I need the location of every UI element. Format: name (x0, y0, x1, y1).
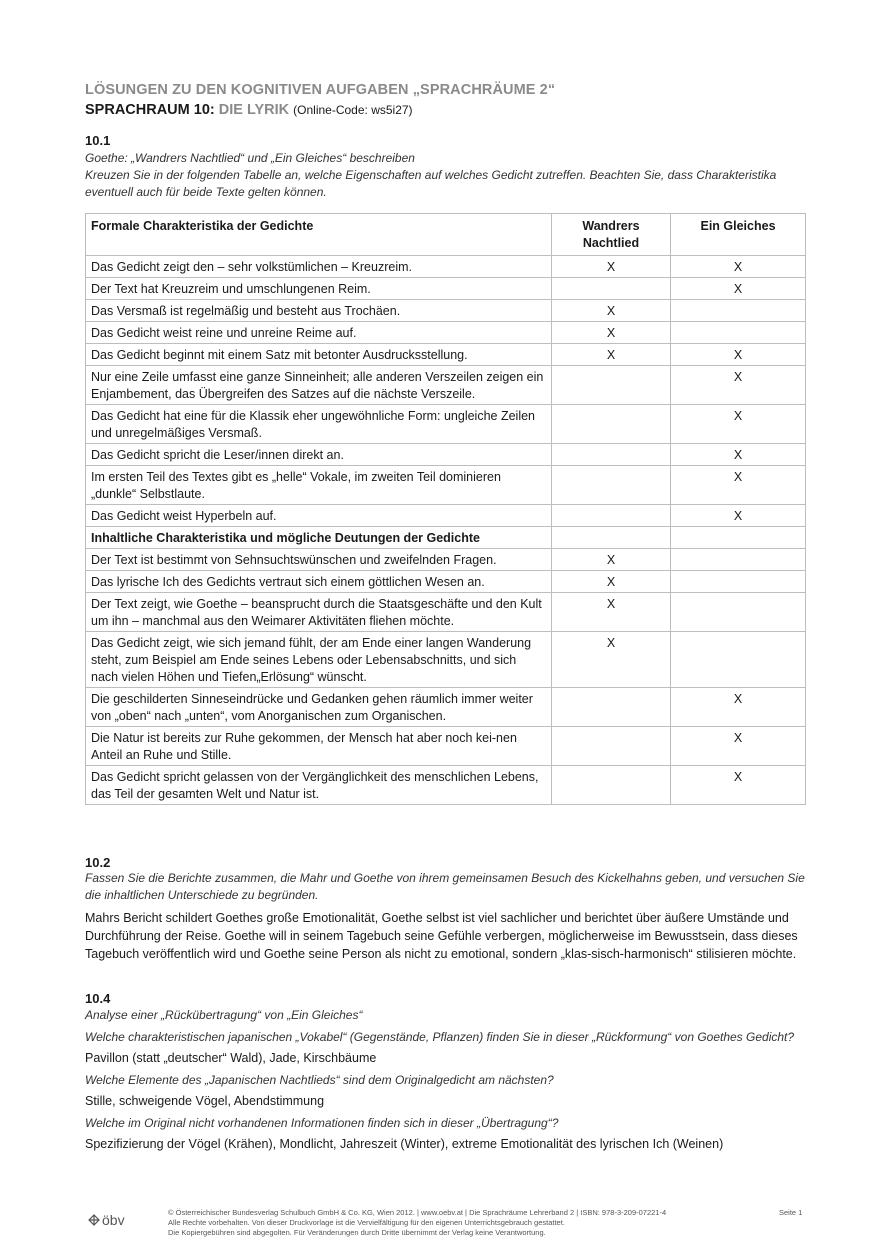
table-row (86, 322, 806, 344)
table-row (86, 444, 806, 466)
wandrers-nachtlied-mark (552, 727, 671, 766)
section-10-2 (85, 855, 807, 963)
content-characteristics-heading: Inhaltliche Charakteristika und mögliche Deutungen der Gedichte (86, 527, 552, 549)
logo-mark-icon (88, 1214, 100, 1226)
wandrers-nachtlied-mark: X (552, 322, 671, 344)
rights-line: Alle Rechte vorbehalten. Von dieser Druckvorlage ist die Vervielfältigung für den eigenen Unterrichtsgebrauch gestattet. (168, 1218, 565, 1227)
table-row (86, 505, 806, 527)
fees-line: Die Kopiergebühren sind abgegolten. Für Veränderungen durch Dritte übernimmt der Verlag keine Verantwortung. (168, 1228, 546, 1237)
table-row (86, 366, 806, 405)
table-header-row (86, 214, 806, 256)
ein-gleiches-mark: X (671, 256, 806, 278)
ein-gleiches-mark (671, 632, 806, 688)
ein-gleiches-mark: X (671, 727, 806, 766)
wandrers-nachtlied-mark (552, 466, 671, 505)
wandrers-nachtlied-mark (552, 405, 671, 444)
empty-cell (671, 527, 806, 549)
answer-3: Spezifizierung der Vögel (Krähen), Mondlicht, Jahreszeit (Winter), extreme Emotionalität des lyrischen Ich (Weinen) (85, 1137, 724, 1151)
table-row (86, 632, 806, 688)
wandrers-nachtlied-mark (552, 444, 671, 466)
wandrers-nachtlied-mark: X (552, 300, 671, 322)
table-row (86, 278, 806, 300)
question-3: Welche im Original nicht vorhandenen Informationen finden sich in dieser „Übertragung“? (85, 1116, 559, 1130)
header-characteristics: Formale Charakteristika der Gedichte (86, 214, 552, 256)
table-body (86, 256, 806, 805)
empty-cell (552, 527, 671, 549)
table-row (86, 256, 806, 278)
section-instruction: Fassen Sie die Berichte zusammen, die Mahr und Goethe von ihrem gemeinsamen Besuch des Kickelhahns geben, und versuchen Sie die inhaltlichen Unterschiede zu begründen. (85, 871, 805, 902)
characteristic-cell: Nur eine Zeile umfasst eine ganze Sinneinheit; alle anderen Verszeilen zeigen ein Enjambement, das Übergreifen des Satzes auf die nächste Verszeile. (86, 366, 552, 405)
copyright-notice (168, 1208, 666, 1238)
wandrers-nachtlied-mark: X (552, 571, 671, 593)
online-code: (Online-Code: ws5i27) (293, 103, 413, 117)
table-row (86, 593, 806, 632)
wandrers-nachtlied-mark (552, 366, 671, 405)
table-row (86, 549, 806, 571)
characteristic-cell: Das Gedicht spricht gelassen von der Vergänglichkeit des menschlichen Lebens, das Teil der gesamten Welt und Natur ist. (86, 766, 552, 805)
section-title: Analyse einer „Rückübertragung“ von „Ein Gleiches“ (85, 1008, 363, 1022)
characteristic-cell: Das Gedicht hat eine für die Klassik eher ungewöhnliche Form: ungleiche Zeilen und unregelmäßiges Versmaß. (86, 405, 552, 444)
table-row (86, 766, 806, 805)
ein-gleiches-mark (671, 300, 806, 322)
header-topic: DIE LYRIK (218, 102, 290, 118)
characteristic-cell: Im ersten Teil des Textes gibt es „helle“ Vokale, im zweiten Teil dominieren „dunkle“ Selbstlaute. (86, 466, 552, 505)
wandrers-nachtlied-mark: X (552, 549, 671, 571)
ein-gleiches-mark: X (671, 405, 806, 444)
page-number: Seite 1 (779, 1208, 803, 1217)
question-2: Welche Elemente des „Japanischen Nachtlieds“ sind dem Originalgedicht am nächsten? (85, 1073, 554, 1087)
characteristic-cell: Die geschilderten Sinneseindrücke und Gedanken gehen räumlich immer weiter von „oben“ nach „unten“, vom Anorganischen zum Organischen. (86, 688, 552, 727)
answer-1: Pavillon (statt „deutscher“ Wald), Jade, Kirschbäume (85, 1051, 377, 1065)
characteristics-table (85, 213, 806, 805)
ein-gleiches-mark: X (671, 344, 806, 366)
table-row (86, 344, 806, 366)
ein-gleiches-mark (671, 571, 806, 593)
table-row (86, 300, 806, 322)
section-10-1 (85, 133, 807, 201)
characteristic-cell: Das Versmaß ist regelmäßig und besteht aus Trochäen. (86, 300, 552, 322)
ein-gleiches-mark: X (671, 505, 806, 527)
header-title: LÖSUNGEN ZU DEN KOGNITIVEN AUFGABEN „SPRACHRÄUME 2“ (85, 82, 556, 98)
characteristic-cell: Der Text ist bestimmt von Sehnsuchtswünschen und zweifelnden Fragen. (86, 549, 552, 571)
section-10-4 (85, 991, 807, 1153)
wandrers-nachtlied-mark (552, 278, 671, 300)
wandrers-nachtlied-mark (552, 505, 671, 527)
characteristic-cell: Das Gedicht zeigt, wie sich jemand fühlt, der am Ende einer langen Wanderung steht, zum Beispiel am Ende seines Lebens oder Lebensabschnitts, und sich nach vielen Höhen und Tiefen„Erlösung“ wünscht. (86, 632, 552, 688)
answer-2: Stille, schweigende Vögel, Abendstimmung (85, 1094, 325, 1108)
characteristic-cell: Die Natur ist bereits zur Ruhe gekommen, der Mensch hat aber noch kei-nen Anteil an Ruhe und Stille. (86, 727, 552, 766)
ein-gleiches-mark (671, 593, 806, 632)
ein-gleiches-mark: X (671, 366, 806, 405)
section-title: Goethe: „Wandrers Nachtlied“ und „Ein Gleiches“ beschreiben (85, 151, 415, 165)
footer (0, 1208, 890, 1238)
header-prefix: SPRACHRAUM 10: (85, 102, 219, 118)
logo-text: öbv (102, 1212, 125, 1228)
ein-gleiches-mark: X (671, 766, 806, 805)
ein-gleiches-mark: X (671, 688, 806, 727)
copyright-line: © Österreichischer Bundesverlag Schulbuch GmbH & Co. KG, Wien 2012. | www.oebv.at | Die Sprachräume Lehrerband 2 | ISBN: 978-3-209-07221-4 (168, 1208, 667, 1217)
characteristic-cell: Das lyrische Ich des Gedichts vertraut sich einem göttlichen Wesen an. (86, 571, 552, 593)
table-row (86, 466, 806, 505)
question-1: Welche charakteristischen japanischen „Vokabel“ (Gegenstände, Pflanzen) finden Sie in dieser „Rückformung“ von Goethes Gedicht? (85, 1030, 795, 1044)
section-number: 10.1 (85, 133, 111, 148)
ein-gleiches-mark: X (671, 444, 806, 466)
characteristic-cell: Das Gedicht spricht die Leser/innen direkt an. (86, 444, 552, 466)
wandrers-nachtlied-mark: X (552, 593, 671, 632)
table-row (86, 688, 806, 727)
section-number: 10.4 (85, 991, 111, 1006)
header-wandrers-nachtlied: Wandrers Nachtlied (552, 214, 671, 256)
characteristic-cell: Das Gedicht weist Hyperbeln auf. (86, 505, 552, 527)
characteristic-cell: Das Gedicht zeigt den – sehr volkstümlichen – Kreuzreim. (86, 256, 552, 278)
section-number: 10.2 (85, 855, 111, 870)
wandrers-nachtlied-mark: X (552, 256, 671, 278)
table-row (86, 727, 806, 766)
ein-gleiches-mark: X (671, 278, 806, 300)
publisher-logo (88, 1212, 125, 1228)
ein-gleiches-mark (671, 549, 806, 571)
characteristic-cell: Der Text zeigt, wie Goethe – beansprucht durch die Staatsgeschäfte und den Kult um ihn – manchmal aus den Weimarer Aktivitäten fliehen möchte. (86, 593, 552, 632)
section-answer: Mahrs Bericht schildert Goethes große Emotionalität, Goethe selbst ist viel sachlicher und berichtet über äußere Umstände und Durchführung der Reise. Goethe will in seinem Tagebuch seine Gefühle verbergen, möglicherweise im Bewusstsein, dass dieses Tagebuch veröffentlich wird und Goethe seine Person als nicht zu emotional, sondern „klas-sisch-harmonisch“ stilisieren möchte. (85, 911, 798, 961)
wandrers-nachtlied-mark (552, 688, 671, 727)
wandrers-nachtlied-mark: X (552, 632, 671, 688)
characteristic-cell: Der Text hat Kreuzreim und umschlungenen Reim. (86, 278, 552, 300)
wandrers-nachtlied-mark (552, 766, 671, 805)
characteristic-cell: Das Gedicht weist reine und unreine Reime auf. (86, 322, 552, 344)
ein-gleiches-mark: X (671, 466, 806, 505)
wandrers-nachtlied-mark: X (552, 344, 671, 366)
section-instruction: Kreuzen Sie in der folgenden Tabelle an, welche Eigenschaften auf welches Gedicht zutreffen. Beachten Sie, dass Charakteristika eventuell auch für beide Texte gelten können. (85, 168, 777, 199)
header-subtitle (85, 102, 413, 118)
table-row (86, 405, 806, 444)
header-ein-gleiches: Ein Gleiches (671, 214, 806, 256)
ein-gleiches-mark (671, 322, 806, 344)
characteristic-cell: Das Gedicht beginnt mit einem Satz mit betonter Ausdrucksstellung. (86, 344, 552, 366)
table-row (86, 571, 806, 593)
table-subheader-row (86, 527, 806, 549)
